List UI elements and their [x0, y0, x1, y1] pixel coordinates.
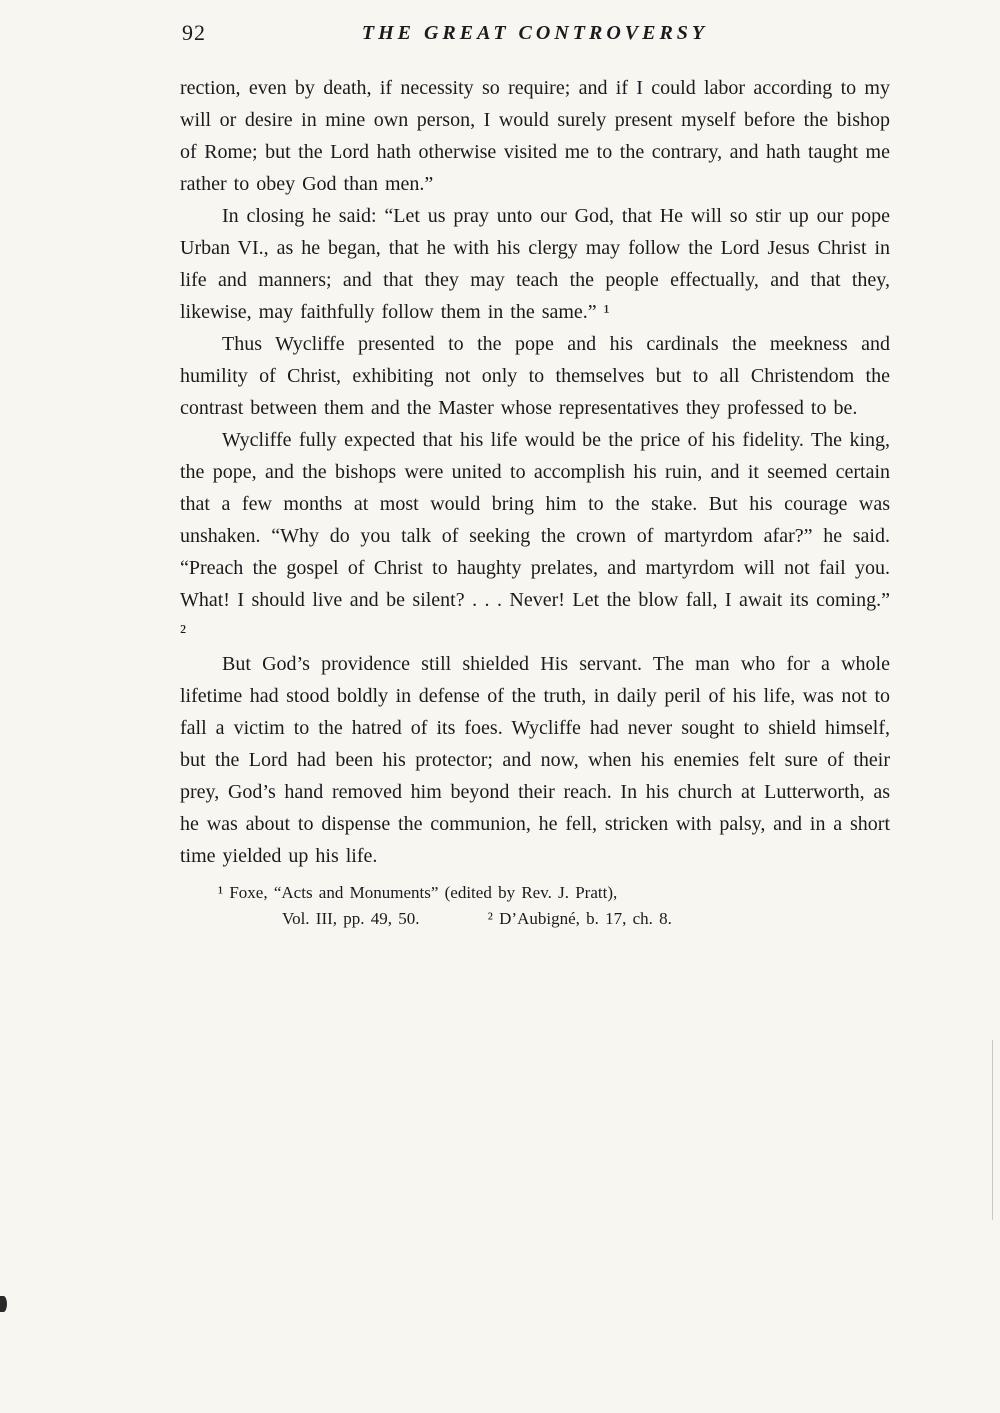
footnote-line-2 — [180, 906, 890, 932]
paragraph-continuation: rection, even by death, if necessity so require; and if I could labor according to my will or desire in mine own person, I would surely present myself before the bishop of Rome; but the Lord hath otherwise visited me to the contrary, and hath taught me rather to obey God than men.” — [180, 77, 890, 195]
paragraph: Thus Wycliffe presented to the pope and his cardinals the meekness and humility of Christ, exhibiting not only to themselves but to all Christendom the contrast between them and the Master whose representatives they professed to be. — [180, 333, 890, 419]
footnote-1-line-2: Vol. III, pp. 49, 50. — [282, 909, 420, 928]
body-text — [180, 72, 890, 872]
page-content — [180, 20, 890, 932]
scan-artifact-speck — [0, 1296, 7, 1312]
paragraph: But God’s providence still shielded His servant. The man who for a whole lifetime had stood boldly in defense of the truth, in daily peril of his life, was not to fall a victim to the hatred of its foes. Wycliffe had never sought to shield himself, but the Lord had been his protector; and now, when his enemies felt sure of their prey, God’s hand removed him beyond their reach. In his church at Lutterworth, as he was about to dispense the communion, he fell, stricken with palsy, and in a short time yielded up his life. — [180, 653, 890, 867]
page-number: 92 — [182, 20, 206, 45]
running-title: THE GREAT CONTROVERSY — [361, 22, 709, 44]
page-header — [180, 20, 890, 54]
footnotes — [180, 880, 890, 932]
scan-artifact-edge-line — [992, 1040, 993, 1220]
paragraph: In closing he said: “Let us pray unto our God, that He will so stir up our pope Urban VI., as he began, that he with his clergy may follow the Lord Jesus Christ in life and manners; and that they may teach the people effectually, and that they, likewise, may faithfully follow them in the same.” ¹ — [180, 205, 890, 323]
paragraph: Wycliffe fully expected that his life would be the price of his fidelity. The king, the pope, and the bishops were united to accomplish his ruin, and it seemed certain that a few months at most would bring him to the stake. But his courage was unshaken. “Why do you talk of seeking the crown of martyrdom afar?” he said. “Preach the gospel of Christ to haughty prelates, and martyrdom will not fail you. What! I should live and be silent? . . . Never! Let the blow fall, I await its coming.” ² — [180, 429, 890, 643]
footnote-2: ² D’Aubigné, b. 17, ch. 8. — [487, 909, 672, 928]
footnote-1-line-1: ¹ Foxe, “Acts and Monuments” (edited by Rev. J. Pratt), — [218, 883, 618, 902]
